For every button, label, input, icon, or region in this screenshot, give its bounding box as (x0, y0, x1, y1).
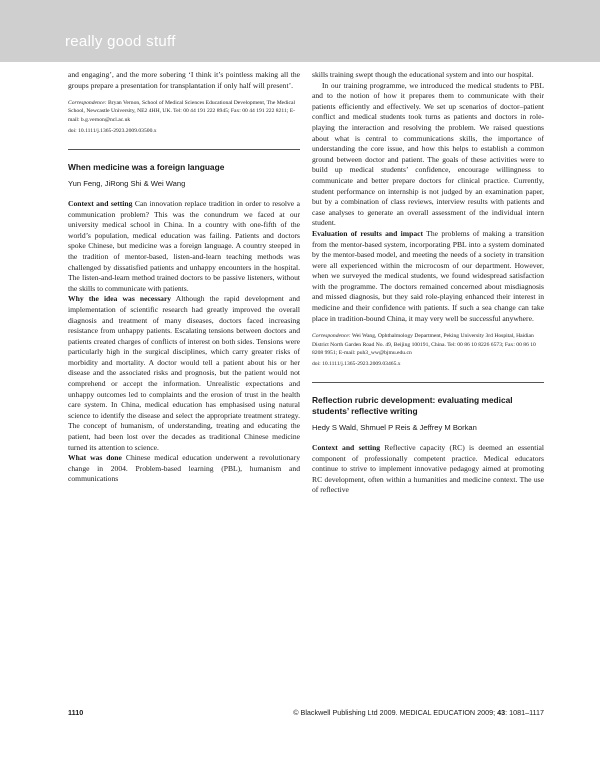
left-column (68, 70, 300, 485)
header-band (0, 0, 600, 62)
context-body: Reflective capacity (RC) is deemed an essential component of professionally competent practice. Medical educators continue to strive to implement innovative pedagogy aimed at promoting RC development, often within a humanities and medicine context. The use of reflective (312, 443, 544, 495)
correspondence (68, 99, 300, 124)
context-heading: Context and setting (68, 198, 133, 208)
what-heading: What was done (68, 453, 122, 463)
what-paragraph (68, 453, 300, 485)
evaluation-heading: Evaluation of results and impact (312, 228, 424, 238)
article-authors: Yun Feng, JiRong Shi & Wei Wang (68, 179, 186, 189)
page-number: 1110 (68, 708, 84, 717)
doi: doi: 10.1111/j.1365-2923.2009.03500.x (68, 128, 157, 135)
context-paragraph (68, 199, 300, 294)
footer-pages: : 1081–1117 (505, 708, 544, 717)
intro-paragraph: and engaging’, and the more sobering ‘I think it’s pointless making all the groups prepare a presentation for transplantation if only half will present’. (68, 70, 300, 90)
context-heading: Context and setting (312, 443, 381, 453)
article-title: When medicine was a foreign language (68, 162, 225, 173)
why-paragraph (68, 294, 300, 453)
right-column (312, 70, 544, 496)
what-body: Chinese medical education underwent a revolutionary change in 2004. Problem-based learning (PBL), humanism and communications (68, 453, 300, 484)
why-heading: Why the idea was necessary (68, 294, 172, 304)
correspondence (312, 332, 544, 357)
doi: doi: 10.1111/j.1365-2923.2009.03465.x (312, 361, 401, 368)
article-title: Reflection rubric development: evaluating medical students’ reflective writing (312, 395, 513, 417)
running-head: really good stuff (65, 33, 176, 50)
continuation-paragraph: skills training swept though the educational system and into our hospital. (312, 70, 534, 79)
context-paragraph (312, 443, 544, 496)
evaluation-body: The problems of making a transition from the mentor-based system, incorporating PBL into a system dominated by the mentor-based model, and meeting the needs of a society in transition were all experienced within the microcosm of our department. However, when we surveyed the medical students, we found widespread satisfaction with the programme. The doctors remained concerned about misdiagnosis and missed diagnosis, but they said role-playing enhanced their interest in medicine and their confidence with patients. If such a sea change can take place in tradition-bound China, it may very well be successful anywhere. (312, 228, 545, 323)
context-body: Can innovation replace tradition in order to resolve a communication problem? This was the conundrum we faced at our university medical school in China. In a country with one-fifth of the world’s population, medical education was failing. Patients and doctors spoke Chinese, but medicine was a foreign language. A country steeped in the tradition of mentor-based, listen-and-learn teaching methods was challenged by dissatisfied patients and unhappy encounters in the hospital. The listen-and-learn method trained doctors to be passive listeners, without the skills to communicate with patients. (68, 198, 300, 293)
article-authors: Hedy S Wald, Shmuel P Reis & Jeffrey M Borkan (312, 423, 477, 433)
section-divider (68, 149, 300, 150)
why-body: Although the rapid development and implementation of scientific research had greatly improved the overall diagnosis and treatment of many diseases, doctors faced increasing resistance from unhappy patients. Escalating tensions between doctors and patients created charges of conflicts of interest on both sides. Tensions were particularly high in the surgical disciplines, which carry greater risks of morbidity and mortality. A doctor would tell a patient about his or her disease and the associated risks and prognosis, but the patient would not comprehend or accept the information. Unrealistic expectations and unhappy outcomes led to complaints and the erosion of trust in the health care system. In China, medical education has emphasised using natural science to identify the disease and select the appropriate treatment strategy. The concept of humanism, of understanding, treating and educating the patient, had been lost over the decades as traditional Chinese medicine turned its attention to science. (68, 294, 300, 452)
footer-volume: 43 (497, 708, 506, 717)
training-paragraph: In our training programme, we introduced the medical students to PBL and to the notion of how it prepares them to communicate with their patients efficiently and effectively. We set up scenarios of doctor–patient conflict and medical students took turns as patients and doctors in role-playing the interaction and resolving the problem. We raised questions about what is central to communications skills, the importance of understanding the core issue, and how this helps to establish a common ground between doctor and patient. The goals of these activities were to build up medical students’ confidence, encourage willingness to communicate and better prepare doctors for clinical practice. Currently, student performance on internship is not judged by an examination paper, but by a combination of class reviews, interview results with patients and case analyses to generate an overall assessment of the individual intern student. (312, 80, 544, 228)
correspondence-text: Wei Wang, Ophthalmology Department, Peking University 3rd Hospital, Haidian District North Garden Road No. 49, Beijing 100191, China. Tel: 00 86 10 8226 6573; Fax: 00 86 10 8208 9951; E-mail: puh3_ww@bjmu.edu.cn (312, 333, 536, 356)
section-divider (312, 382, 544, 383)
correspondence-label: Correspondence: (312, 333, 351, 340)
footer-copyright: © Blackwell Publishing Ltd 2009. MEDICAL EDUCATION 2009; (293, 708, 496, 717)
footer-citation (293, 708, 544, 717)
correspondence-text: Bryan Vernon, School of Medical Sciences Educational Development, The Medical School, Newcastle University, NE2 4HH, UK. Tel: 00 44 191 222 8945; Fax: 00 44 191 222 8211; E-mail: b.g.vernon@ncl.ac.uk (68, 100, 296, 123)
evaluation-paragraph (312, 229, 544, 324)
correspondence-label: Correspondence: (68, 100, 107, 107)
